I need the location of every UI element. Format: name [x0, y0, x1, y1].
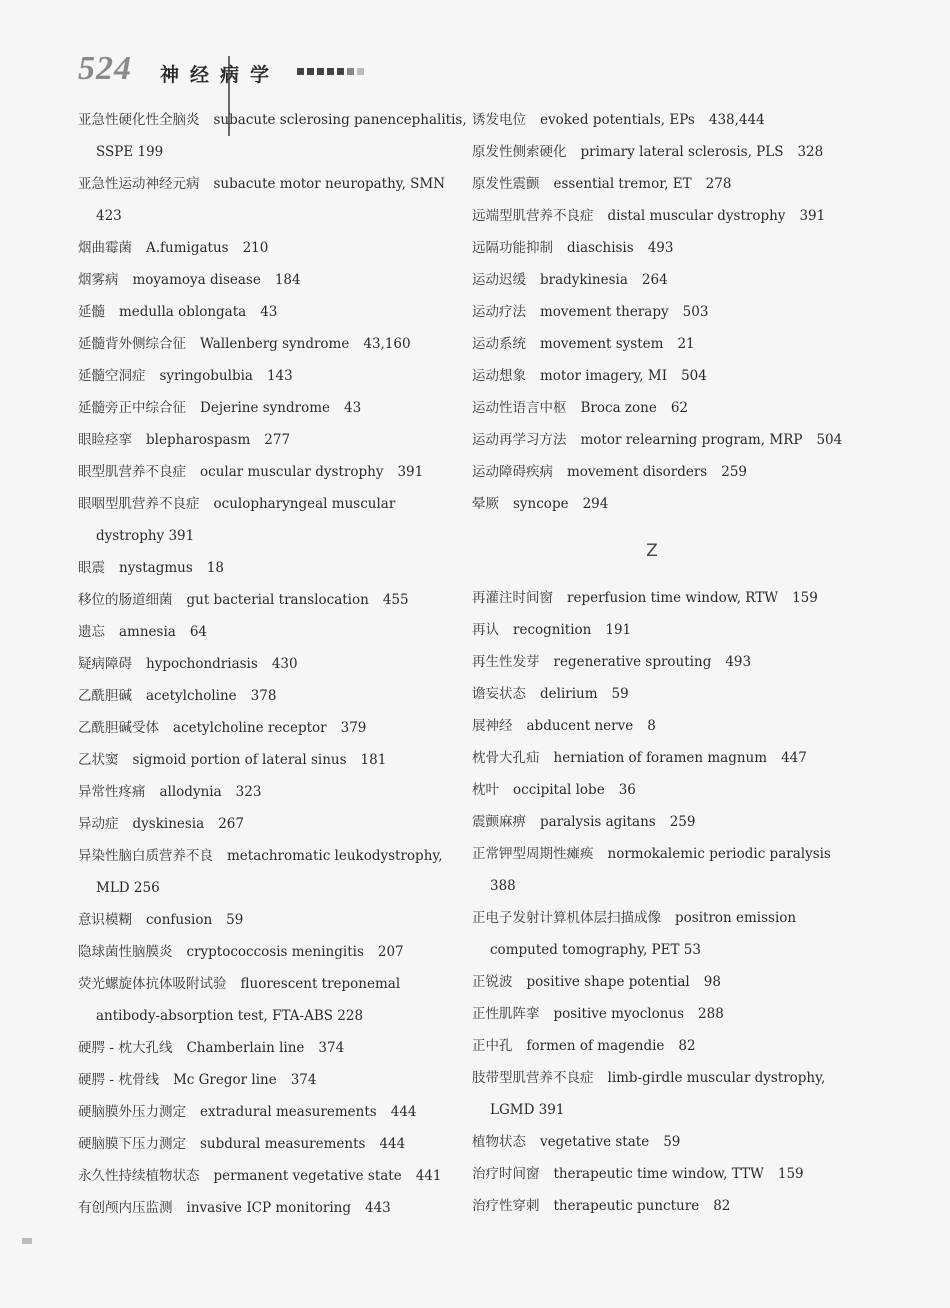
index-entry: [472, 360, 832, 392]
index-entry: [472, 264, 832, 296]
index-entry: [472, 1158, 832, 1190]
index-column-right: [472, 104, 843, 1222]
index-entry: [78, 360, 453, 392]
entry-chinese-term: 眼震: [78, 560, 105, 576]
entry-chinese-term: 正常钾型周期性瘫痪: [472, 846, 594, 862]
index-entry: [472, 774, 832, 806]
entry-english-term: essential tremor, ET: [553, 176, 692, 192]
index-entry: [78, 232, 453, 264]
entry-english-term: syncope: [513, 496, 569, 512]
entry-english-term: A.fumigatus: [146, 240, 229, 256]
entry-english-term: cryptococcosis meningitis: [186, 944, 364, 960]
entry-chinese-term: 原发性侧索硬化: [472, 144, 567, 160]
index-entry: [472, 104, 832, 136]
entry-chinese-term: 运动再学习方法: [472, 432, 567, 448]
entry-page-ref: 504: [681, 368, 707, 384]
index-entry: [472, 678, 832, 710]
entry-page-ref: 191: [605, 622, 632, 638]
index-entry: [78, 488, 453, 520]
index-entry-continuation: antibody-absorption test, FTA-ABS 228: [96, 1008, 364, 1024]
entry-page-ref: 447: [781, 750, 807, 766]
entry-chinese-term: 治疗性穿刺: [472, 1198, 540, 1214]
entry-english-term: permanent vegetative state: [213, 1168, 402, 1184]
entry-english-term: syringobulbia: [159, 368, 253, 384]
entry-chinese-term: 枕叶: [472, 782, 499, 798]
index-entry: [78, 1160, 453, 1192]
entry-page-ref: 36: [618, 782, 636, 798]
entry-english-term: subacute motor neuropathy, SMN: [213, 176, 446, 192]
entry-page-ref: 59: [611, 686, 629, 702]
entry-page-ref: 455: [382, 592, 409, 608]
entry-chinese-term: 延髓: [78, 304, 105, 320]
entry-english-term: motor relearning program, MRP: [580, 432, 803, 448]
entry-chinese-term: 正性肌阵挛: [472, 1006, 540, 1022]
entry-chinese-term: 硬脑膜下压力测定: [78, 1136, 186, 1152]
entry-chinese-term: 硬脑膜外压力测定: [78, 1104, 186, 1120]
entry-english-term: formen of magendie: [526, 1038, 665, 1054]
entry-chinese-term: 展神经: [472, 718, 513, 734]
entry-page-ref: 62: [670, 400, 689, 416]
entry-chinese-term: 运动想象: [472, 368, 526, 384]
entry-page-ref: 504: [816, 432, 843, 448]
entry-chinese-term: 运动障碍疾病: [472, 464, 553, 480]
entry-chinese-term: 眼睑痉挛: [78, 432, 132, 448]
entry-chinese-term: 诱发电位: [472, 112, 526, 128]
entry-english-term: sigmoid portion of lateral sinus: [132, 752, 347, 768]
entry-page-ref: 264: [641, 272, 668, 288]
index-entry-continuation: LGMD 391: [490, 1102, 565, 1118]
entry-chinese-term: 震颤麻痹: [472, 814, 526, 830]
entry-chinese-term: 再灌注时间窗: [472, 590, 553, 606]
entry-page-ref: 259: [669, 814, 696, 830]
entry-english-term: moyamoya disease: [132, 272, 261, 288]
entry-page-ref: 43: [344, 400, 362, 416]
section-letter: Z: [646, 541, 658, 561]
entry-page-ref: 493: [725, 654, 752, 670]
entry-english-term: movement therapy: [540, 304, 669, 320]
entry-english-term: Chamberlain line: [186, 1040, 305, 1056]
entry-english-term: allodynia: [159, 784, 222, 800]
entry-english-term: Dejerine syndrome: [200, 400, 330, 416]
entry-chinese-term: 延髓空洞症: [78, 368, 146, 384]
index-entry-continuation: 388: [490, 878, 516, 894]
entry-chinese-term: 烟雾病: [78, 272, 119, 288]
entry-english-term: positive shape potential: [526, 974, 690, 990]
entry-chinese-term: 运动迟缓: [472, 272, 526, 288]
index-entry: [472, 966, 832, 998]
entry-page-ref: 143: [266, 368, 293, 384]
index-entry: [472, 902, 832, 934]
entry-page-ref: 374: [318, 1040, 345, 1056]
index-entry: [78, 552, 453, 584]
index-entry: [78, 968, 453, 1000]
entry-page-ref: 18: [206, 560, 224, 576]
index-entry: [472, 646, 832, 678]
entry-page-ref: 181: [360, 752, 387, 768]
index-entry-continuation: computed tomography, PET 53: [490, 942, 701, 958]
entry-page-ref: 323: [235, 784, 262, 800]
entry-english-term: subdural measurements: [200, 1136, 366, 1152]
entry-page-ref: 43,160: [363, 336, 411, 352]
entry-english-term: distal muscular dystrophy: [607, 208, 786, 224]
entry-chinese-term: 正锐波: [472, 974, 513, 990]
index-entry: [472, 488, 832, 520]
entry-english-term: delirium: [540, 686, 598, 702]
entry-chinese-term: 植物状态: [472, 1134, 526, 1150]
entry-page-ref: 391: [397, 464, 424, 480]
entry-page-ref: 159: [792, 590, 818, 606]
entry-chinese-term: 原发性震颤: [472, 176, 540, 192]
entry-chinese-term: 延髓背外侧综合征: [78, 336, 186, 352]
index-entry-continuation: dystrophy 391: [96, 528, 195, 544]
entry-page-ref: 210: [242, 240, 269, 256]
entry-english-term: motor imagery, MI: [540, 368, 668, 384]
entry-english-term: bradykinesia: [540, 272, 628, 288]
entry-english-term: fluorescent treponemal: [240, 976, 401, 992]
index-entry: [78, 1096, 453, 1128]
index-entry: [78, 424, 453, 456]
entry-english-term: reperfusion time window, RTW: [567, 590, 779, 606]
entry-english-term: dyskinesia: [132, 816, 205, 832]
entry-page-ref: 259: [721, 464, 748, 480]
index-entry: [472, 328, 832, 360]
entry-english-term: limb-girdle muscular dystrophy,: [607, 1070, 826, 1086]
index-entry: [78, 936, 453, 968]
entry-english-term: Mc Gregor line: [172, 1072, 277, 1088]
entry-chinese-term: 正中孔: [472, 1038, 513, 1054]
entry-chinese-term: 荧光螺旋体抗体吸附试验: [78, 976, 227, 992]
entry-page-ref: 82: [678, 1038, 696, 1054]
index-entry: [78, 168, 453, 200]
index-entry: [472, 1190, 832, 1222]
entry-english-term: Wallenberg syndrome: [200, 336, 350, 352]
index-entry: [78, 744, 453, 776]
entry-chinese-term: 谵妄状态: [472, 686, 526, 702]
index-entry: [472, 456, 832, 488]
entry-english-term: extradural measurements: [200, 1104, 377, 1120]
entry-chinese-term: 有创颅内压监测: [78, 1200, 173, 1216]
entry-chinese-term: 再认: [472, 622, 499, 638]
entry-page-ref: 443: [364, 1200, 391, 1216]
index-entry: [78, 104, 467, 136]
entry-page-ref: 59: [226, 912, 244, 928]
entry-page-ref: 43: [260, 304, 278, 320]
entry-page-ref: 8: [647, 718, 656, 734]
index-entry: [78, 1128, 453, 1160]
index-entry-continuation: MLD 256: [96, 880, 160, 896]
entry-page-ref: 374: [290, 1072, 317, 1088]
index-entry: [78, 1032, 453, 1064]
entry-english-term: occipital lobe: [513, 782, 605, 798]
entry-english-term: recognition: [513, 622, 592, 638]
entry-chinese-term: 远端型肌营养不良症: [472, 208, 594, 224]
entry-page-ref: 21: [677, 336, 695, 352]
index-entry: [78, 264, 453, 296]
index-entry: [472, 838, 832, 870]
entry-chinese-term: 运动疗法: [472, 304, 526, 320]
entry-chinese-term: 再生性发芽: [472, 654, 540, 670]
entry-page-ref: 378: [250, 688, 277, 704]
entry-page-ref: 294: [582, 496, 609, 512]
entry-chinese-term: 正电子发射计算机体层扫描成像: [472, 910, 661, 926]
entry-chinese-term: 异染性脑白质营养不良: [78, 848, 213, 864]
entry-english-term: metachromatic leukodystrophy,: [227, 848, 443, 864]
entry-english-term: gut bacterial translocation: [186, 592, 369, 608]
entry-english-term: primary lateral sclerosis, PLS: [580, 144, 784, 160]
index-entry: [78, 840, 453, 872]
index-entry: [78, 584, 453, 616]
entry-page-ref: 441: [415, 1168, 442, 1184]
index-entry: [472, 200, 832, 232]
entry-chinese-term: 亚急性硬化性全脑炎: [78, 112, 200, 128]
index-entry: [78, 392, 453, 424]
entry-chinese-term: 疑病障碍: [78, 656, 132, 672]
entry-page-ref: 328: [797, 144, 824, 160]
book-title: 神经病学: [160, 64, 281, 86]
entry-english-term: therapeutic puncture: [553, 1198, 700, 1214]
entry-page-ref: 391: [799, 208, 826, 224]
entry-page-ref: 277: [264, 432, 291, 448]
entry-page-ref: 503: [682, 304, 709, 320]
footer-mark: [22, 1238, 32, 1244]
entry-chinese-term: 亚急性运动神经元病: [78, 176, 200, 192]
entry-page-ref: 493: [647, 240, 674, 256]
header-squares-decoration: [297, 68, 364, 75]
entry-english-term: confusion: [146, 912, 213, 928]
entry-english-term: diaschisis: [567, 240, 634, 256]
entry-english-term: herniation of foramen magnum: [553, 750, 768, 766]
index-entry: [78, 648, 453, 680]
index-entry: [78, 1064, 453, 1096]
page-number: 524: [78, 50, 132, 87]
index-entry: [78, 712, 453, 744]
entry-english-term: positron emission: [675, 910, 797, 926]
entry-page-ref: 288: [698, 1006, 724, 1022]
entry-page-ref: 430: [271, 656, 298, 672]
entry-english-term: acetylcholine receptor: [173, 720, 327, 736]
entry-english-term: regenerative sprouting: [553, 654, 712, 670]
entry-chinese-term: 治疗时间窗: [472, 1166, 540, 1182]
index-entry: [78, 776, 453, 808]
entry-chinese-term: 延髓旁正中综合征: [78, 400, 186, 416]
index-entry: [472, 614, 832, 646]
index-entry: [472, 424, 843, 456]
entry-chinese-term: 眼咽型肌营养不良症: [78, 496, 200, 512]
index-entry: [78, 296, 453, 328]
entry-page-ref: 444: [390, 1104, 417, 1120]
entry-chinese-term: 乙酰胆碱受体: [78, 720, 159, 736]
index-entry: [472, 742, 832, 774]
entry-page-ref: 159: [777, 1166, 804, 1182]
index-entry: [78, 904, 453, 936]
entry-chinese-term: 肢带型肌营养不良症: [472, 1070, 594, 1086]
index-entry: [472, 582, 832, 614]
index-entry: [472, 168, 832, 200]
entry-page-ref: 82: [713, 1198, 731, 1214]
entry-english-term: ocular muscular dystrophy: [200, 464, 384, 480]
entry-page-ref: 267: [218, 816, 244, 832]
entry-english-term: subacute sclerosing panencephalitis,: [213, 112, 467, 128]
entry-english-term: vegetative state: [540, 1134, 650, 1150]
index-entry: [472, 232, 832, 264]
entry-english-term: abducent nerve: [526, 718, 634, 734]
entry-chinese-term: 运动系统: [472, 336, 526, 352]
entry-chinese-term: 枕骨大孔疝: [472, 750, 540, 766]
index-entry: [78, 456, 453, 488]
index-entry: [78, 616, 453, 648]
index-column-left: [78, 104, 467, 1224]
entry-english-term: positive myoclonus: [553, 1006, 685, 1022]
entry-chinese-term: 眼型肌营养不良症: [78, 464, 186, 480]
entry-english-term: evoked potentials, EPs: [540, 112, 695, 128]
entry-english-term: invasive ICP monitoring: [186, 1200, 351, 1216]
entry-english-term: paralysis agitans: [540, 814, 656, 830]
entry-english-term: amnesia: [119, 624, 176, 640]
entry-chinese-term: 运动性语言中枢: [472, 400, 567, 416]
index-entry: [472, 998, 832, 1030]
index-entry: [472, 392, 832, 424]
entry-chinese-term: 远隔功能抑制: [472, 240, 553, 256]
entry-english-term: nystagmus: [119, 560, 193, 576]
entry-page-ref: 59: [663, 1134, 681, 1150]
entry-chinese-term: 硬腭 - 枕大孔线: [78, 1040, 173, 1056]
entry-chinese-term: 隐球菌性脑膜炎: [78, 944, 173, 960]
index-entry: [472, 296, 832, 328]
entry-page-ref: 379: [340, 720, 367, 736]
entry-chinese-term: 永久性持续植物状态: [78, 1168, 200, 1184]
entry-english-term: acetylcholine: [146, 688, 237, 704]
index-entry: [472, 710, 832, 742]
entry-chinese-term: 乙状窦: [78, 752, 119, 768]
entry-chinese-term: 硬腭 - 枕骨线: [78, 1072, 159, 1088]
entry-page-ref: 207: [377, 944, 404, 960]
entry-english-term: normokalemic periodic paralysis: [607, 846, 831, 862]
index-entry: [472, 1126, 832, 1158]
index-entry: [78, 328, 453, 360]
index-entry: [472, 1062, 832, 1094]
entry-english-term: movement system: [540, 336, 664, 352]
index-entry: [78, 808, 453, 840]
index-entry: [472, 1030, 832, 1062]
entry-english-term: Broca zone: [580, 400, 657, 416]
index-entry-continuation: 423: [96, 208, 122, 224]
entry-chinese-term: 遗忘: [78, 624, 105, 640]
index-entry: [78, 1192, 453, 1224]
entry-page-ref: 438,444: [708, 112, 765, 128]
entry-chinese-term: 异常性疼痛: [78, 784, 146, 800]
entry-english-term: hypochondriasis: [146, 656, 258, 672]
entry-page-ref: 64: [189, 624, 208, 640]
index-entry: [78, 680, 453, 712]
entry-english-term: therapeutic time window, TTW: [553, 1166, 764, 1182]
entry-english-term: blepharospasm: [146, 432, 251, 448]
index-entry: [472, 806, 832, 838]
entry-chinese-term: 晕厥: [472, 496, 499, 512]
entry-english-term: movement disorders: [567, 464, 708, 480]
entry-chinese-term: 意识模糊: [78, 912, 132, 928]
index-entry: [472, 136, 832, 168]
entry-english-term: oculopharyngeal muscular: [213, 496, 396, 512]
entry-page-ref: 184: [274, 272, 301, 288]
entry-page-ref: 98: [703, 974, 721, 990]
entry-chinese-term: 乙酰胆碱: [78, 688, 132, 704]
entry-english-term: medulla oblongata: [119, 304, 247, 320]
entry-page-ref: 278: [705, 176, 732, 192]
entry-page-ref: 444: [379, 1136, 406, 1152]
entry-chinese-term: 烟曲霉菌: [78, 240, 132, 256]
entry-chinese-term: 移位的肠道细菌: [78, 592, 173, 608]
entry-chinese-term: 异动症: [78, 816, 119, 832]
index-entry-continuation: SSPE 199: [96, 144, 164, 160]
